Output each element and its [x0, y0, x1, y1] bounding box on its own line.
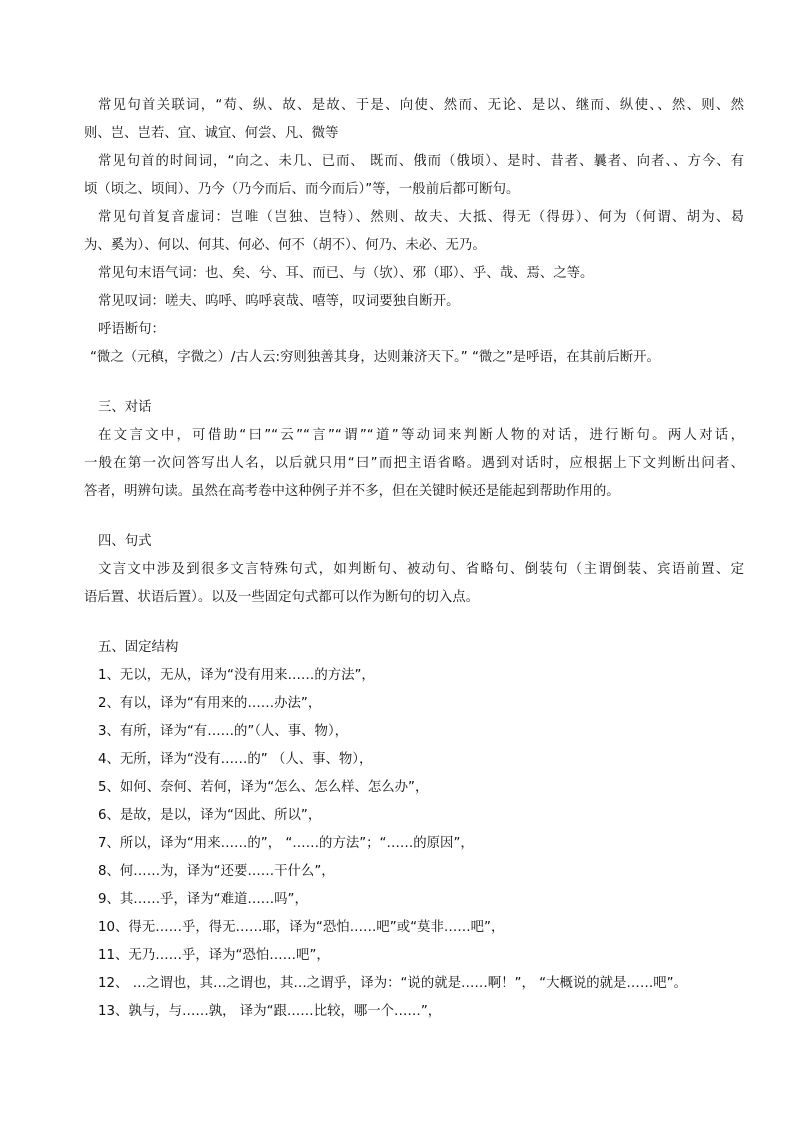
list-item: 10、得无……乎，得无……耶，译为“恐怕……吧”或“莫非……吧”， [98, 920, 505, 935]
section-3-line-1: 在文言文中，可借助“曰”“云”“言”“谓”“道”等动词来判断人物的对话，进行断句。两人对话， [98, 428, 744, 443]
list-item: 9、其……乎，译为“难道……吗”， [98, 892, 308, 907]
spacer [84, 506, 744, 528]
conjunctions-line-2: 则、岂、岂若、宜、诚宜、何尝、凡、微等 [84, 126, 339, 141]
section-5-title: 五、固定结构 [98, 640, 179, 655]
vocative-example: “微之（元稹，字微之）/古人云:穷则独善其身，达则兼济天下。” “微之”是呼语，在其前后断开。 [90, 350, 660, 365]
compound-words-line-2: 为、奚为）、何以、何其、何必、何不（胡不）、何乃、未必、无乃。 [84, 238, 486, 253]
list-item: 11、无乃……乎，译为“恐怕……吧”， [98, 948, 330, 963]
section-3-line-3: 答者，明辨句读。虽然在高考卷中这种例子并不多，但在关键时候还是能起到帮助作用的。 [84, 484, 620, 499]
document-body [84, 92, 744, 1026]
interjections-line: 常见叹词：嗟夫、呜呼、呜呼哀哉、嘻等，叹词要独自断开。 [98, 294, 460, 309]
list-item: 7、所以，译为“用来……的”， “……的方法”；“……的原因”， [98, 836, 474, 851]
section-3-line-2: 一般在第一次问答写出人名，以后就只用“曰”而把主语省略。遇到对话时，应根据上下文判断出问者、 [84, 456, 744, 471]
spacer [84, 612, 744, 634]
list-item: 3、有所，译为“有……的”（人、事、物）， [98, 724, 349, 739]
section-4-line-1: 文言文中涉及到很多文言特殊句式，如判断句、被动句、省略句、倒装句（主谓倒装、宾语前置、定 [98, 562, 744, 577]
list-item: 4、无所，译为“没有……的” （人、事、物）， [98, 752, 373, 767]
list-item: 13、孰与，与……孰， 译为“跟……比较，哪一个……”， [98, 1004, 442, 1019]
end-particles-line: 常见句末语气词：也、矣、兮、耳、而已、与（欤）、邪（耶）、乎、哉、焉、之等。 [98, 266, 594, 281]
time-words-line-2: 顷（顷之、顷间）、乃今（乃今而后、而今而后）”等，一般前后都可断句。 [84, 182, 520, 197]
time-words-line-1: 常见句首的时间词，“向之、未几、已而、 既而、俄而（俄顷）、是时、昔者、曩者、向者、、方今、有 [98, 154, 744, 169]
section-4-title: 四、句式 [98, 534, 152, 549]
vocative-title: 呼语断句： [98, 322, 165, 337]
spacer [84, 372, 744, 394]
list-item: 2、有以，译为“有用来的……办法”， [98, 696, 322, 711]
compound-words-line-1: 常见句首复音虚词：岂唯（岂独、岂特）、然则、故夫、大抵、得无（得毋）、何为（何谓、胡为、曷 [98, 210, 744, 225]
list-item: 6、是故，是以，译为“因此、所以”， [98, 808, 322, 823]
section-4-line-2: 语后置、状语后置）。以及一些固定句式都可以作为断句的切入点。 [84, 590, 480, 605]
conjunctions-line-1: 常见句首关联词，“苟、纵、故、是故、于是、向使、然而、无论、是以、继而、纵使、、然、则、然 [98, 98, 744, 113]
list-item: 12、 …之谓也，其…之谓也，其…之谓乎，译为：“说的就是……啊！”， “大概说的就是……吧”。 [98, 976, 687, 991]
section-3-title: 三、对话 [98, 400, 152, 415]
list-item: 5、如何、奈何、若何，译为“怎么、怎么样、怎么办”， [98, 780, 429, 795]
list-item: 1、无以，无从，译为“没有用来……的方法”， [98, 668, 375, 683]
list-item: 8、何……为，译为“还要……干什么”， [98, 864, 335, 879]
